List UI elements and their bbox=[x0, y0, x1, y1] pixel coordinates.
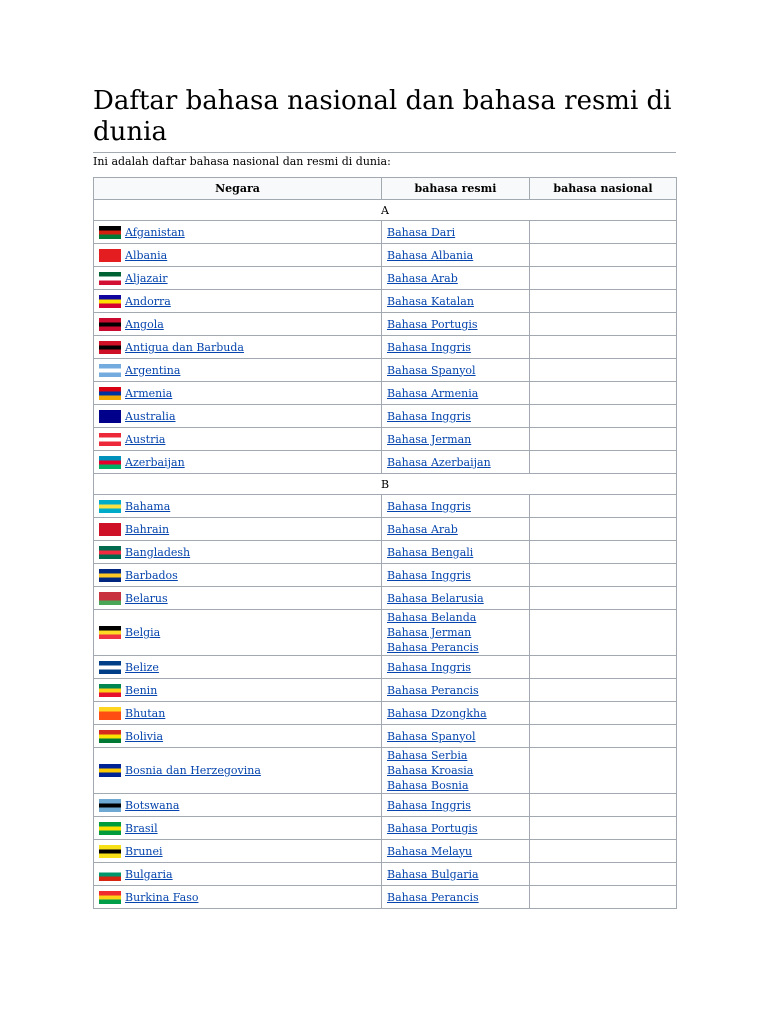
language-link[interactable]: Bahasa Inggris bbox=[387, 660, 471, 674]
national-language-cell bbox=[530, 794, 677, 817]
language-link[interactable]: Bahasa Inggris bbox=[387, 409, 471, 423]
official-language-cell bbox=[382, 336, 530, 359]
official-language-cell bbox=[382, 679, 530, 702]
language-table bbox=[93, 177, 677, 909]
country-link[interactable]: Andorra bbox=[125, 294, 171, 308]
country-link[interactable]: Burkina Faso bbox=[125, 890, 199, 904]
flag-icon bbox=[99, 546, 121, 559]
national-language-cell bbox=[530, 221, 677, 244]
country-cell bbox=[94, 359, 382, 382]
national-language-cell bbox=[530, 564, 677, 587]
national-language-cell bbox=[530, 336, 677, 359]
country-entry bbox=[99, 707, 376, 720]
table-row bbox=[94, 863, 677, 886]
flag-icon bbox=[99, 764, 121, 777]
flag-icon bbox=[99, 456, 121, 469]
country-link[interactable]: Azerbaijan bbox=[125, 455, 185, 469]
national-language-cell bbox=[530, 702, 677, 725]
language-link[interactable]: Bahasa Kroasia bbox=[387, 764, 474, 777]
country-link[interactable]: Bosnia dan Herzegovina bbox=[125, 764, 261, 777]
country-entry bbox=[99, 764, 376, 777]
section-letter-row bbox=[94, 474, 677, 495]
official-language-cell bbox=[382, 702, 530, 725]
country-entry bbox=[99, 456, 376, 469]
country-entry bbox=[99, 226, 376, 239]
flag-icon bbox=[99, 626, 121, 639]
language-link[interactable]: Bahasa Azerbaijan bbox=[387, 455, 491, 469]
country-entry bbox=[99, 626, 376, 639]
country-cell bbox=[94, 382, 382, 405]
flag-icon bbox=[99, 684, 121, 697]
header-official-language: bahasa resmi bbox=[382, 178, 530, 200]
flag-icon bbox=[99, 523, 121, 536]
country-entry bbox=[99, 684, 376, 697]
language-link[interactable]: Bahasa Inggris bbox=[387, 340, 471, 354]
country-link[interactable]: Brasil bbox=[125, 821, 158, 835]
country-cell bbox=[94, 267, 382, 290]
language-link[interactable]: Bahasa Albania bbox=[387, 248, 474, 262]
country-entry bbox=[99, 546, 376, 559]
country-entry bbox=[99, 799, 376, 812]
intro-text: Ini adalah daftar bahasa nasional dan resmi di dunia: bbox=[93, 155, 391, 168]
national-language-cell bbox=[530, 748, 677, 794]
country-link[interactable]: Australia bbox=[125, 409, 176, 423]
country-link[interactable]: Austria bbox=[125, 432, 166, 446]
country-link[interactable]: Benin bbox=[125, 683, 158, 697]
flag-icon bbox=[99, 868, 121, 881]
language-link[interactable]: Bahasa Dzongkha bbox=[387, 706, 487, 720]
official-language-cell bbox=[382, 863, 530, 886]
official-language-cell bbox=[382, 221, 530, 244]
official-language-cell bbox=[382, 564, 530, 587]
country-cell bbox=[94, 794, 382, 817]
country-cell bbox=[94, 748, 382, 794]
flag-icon bbox=[99, 272, 121, 285]
country-entry bbox=[99, 364, 376, 377]
language-link[interactable]: Bahasa Bulgaria bbox=[387, 867, 479, 881]
country-cell bbox=[94, 725, 382, 748]
national-language-cell bbox=[530, 428, 677, 451]
table-row bbox=[94, 267, 677, 290]
official-language-cell bbox=[382, 359, 530, 382]
language-link[interactable]: Bahasa Perancis bbox=[387, 641, 479, 654]
official-language-cell bbox=[382, 587, 530, 610]
country-link[interactable]: Belize bbox=[125, 660, 159, 674]
country-entry bbox=[99, 272, 376, 285]
national-language-cell bbox=[530, 405, 677, 428]
table-row bbox=[94, 382, 677, 405]
national-language-cell bbox=[530, 656, 677, 679]
country-link[interactable]: Armenia bbox=[125, 386, 173, 400]
language-link[interactable]: Bahasa Dari bbox=[387, 225, 456, 239]
national-language-cell bbox=[530, 518, 677, 541]
language-link[interactable]: Bahasa Inggris bbox=[387, 499, 471, 513]
country-link[interactable]: Bolivia bbox=[125, 729, 164, 743]
country-cell bbox=[94, 702, 382, 725]
country-cell bbox=[94, 495, 382, 518]
national-language-cell bbox=[530, 610, 677, 656]
official-language-cell bbox=[382, 656, 530, 679]
flag-icon bbox=[99, 707, 121, 720]
flag-icon bbox=[99, 569, 121, 582]
official-language-cell bbox=[382, 610, 530, 656]
country-cell bbox=[94, 244, 382, 267]
page-title: Daftar bahasa nasional dan bahasa resmi di dunia bbox=[93, 86, 676, 153]
flag-icon bbox=[99, 891, 121, 904]
country-link[interactable]: Belarus bbox=[125, 591, 168, 605]
flag-icon bbox=[99, 822, 121, 835]
country-entry bbox=[99, 822, 376, 835]
table-row bbox=[94, 541, 677, 564]
country-entry bbox=[99, 318, 376, 331]
country-link[interactable]: Aljazair bbox=[125, 271, 168, 285]
language-link[interactable]: Bahasa Portugis bbox=[387, 317, 478, 331]
section-letter: B bbox=[94, 474, 677, 495]
national-language-cell bbox=[530, 495, 677, 518]
country-link[interactable]: Bahama bbox=[125, 499, 171, 513]
country-entry bbox=[99, 249, 376, 262]
country-entry bbox=[99, 341, 376, 354]
flag-icon bbox=[99, 410, 121, 423]
country-link[interactable]: Afganistan bbox=[125, 225, 185, 239]
table-row bbox=[94, 405, 677, 428]
country-entry bbox=[99, 433, 376, 446]
language-link[interactable]: Bahasa Armenia bbox=[387, 386, 479, 400]
country-entry bbox=[99, 295, 376, 308]
national-language-cell bbox=[530, 840, 677, 863]
language-link[interactable]: Bahasa Arab bbox=[387, 522, 458, 536]
country-cell bbox=[94, 610, 382, 656]
language-link[interactable]: Bahasa Belarusia bbox=[387, 591, 484, 605]
language-link[interactable]: Bahasa Jerman bbox=[387, 626, 472, 639]
official-language-cell bbox=[382, 817, 530, 840]
national-language-cell bbox=[530, 817, 677, 840]
country-entry bbox=[99, 868, 376, 881]
flag-icon bbox=[99, 500, 121, 513]
country-cell bbox=[94, 886, 382, 909]
country-entry bbox=[99, 569, 376, 582]
language-link[interactable]: Bahasa Spanyol bbox=[387, 363, 476, 377]
country-entry bbox=[99, 661, 376, 674]
national-language-cell bbox=[530, 313, 677, 336]
national-language-cell bbox=[530, 267, 677, 290]
flag-icon bbox=[99, 845, 121, 858]
table-row bbox=[94, 656, 677, 679]
national-language-cell bbox=[530, 382, 677, 405]
official-language-cell bbox=[382, 748, 530, 794]
country-cell bbox=[94, 313, 382, 336]
country-entry bbox=[99, 845, 376, 858]
national-language-cell bbox=[530, 451, 677, 474]
country-link[interactable]: Bhutan bbox=[125, 706, 166, 720]
table-row bbox=[94, 495, 677, 518]
official-language-cell bbox=[382, 886, 530, 909]
national-language-cell bbox=[530, 244, 677, 267]
language-link[interactable]: Bahasa Inggris bbox=[387, 568, 471, 582]
country-cell bbox=[94, 656, 382, 679]
table-row bbox=[94, 840, 677, 863]
country-cell bbox=[94, 336, 382, 359]
official-language-cell bbox=[382, 313, 530, 336]
official-language-cell bbox=[382, 290, 530, 313]
table-row bbox=[94, 221, 677, 244]
language-link[interactable]: Bahasa Spanyol bbox=[387, 729, 476, 743]
official-language-cell bbox=[382, 541, 530, 564]
national-language-cell bbox=[530, 290, 677, 313]
country-entry bbox=[99, 592, 376, 605]
header-national-language: bahasa nasional bbox=[530, 178, 677, 200]
table-row bbox=[94, 587, 677, 610]
country-cell bbox=[94, 863, 382, 886]
country-link[interactable]: Albania bbox=[125, 248, 168, 262]
country-link[interactable]: Belgia bbox=[125, 626, 161, 639]
table-row bbox=[94, 817, 677, 840]
country-entry bbox=[99, 410, 376, 423]
official-language-cell bbox=[382, 428, 530, 451]
flag-icon bbox=[99, 730, 121, 743]
table-row bbox=[94, 748, 677, 794]
table-row bbox=[94, 610, 677, 656]
flag-icon bbox=[99, 295, 121, 308]
language-link[interactable]: Bahasa Belanda bbox=[387, 611, 477, 624]
table-row bbox=[94, 359, 677, 382]
language-link[interactable]: Bahasa Perancis bbox=[387, 890, 479, 904]
country-cell bbox=[94, 405, 382, 428]
section-letter: A bbox=[94, 200, 677, 221]
country-cell bbox=[94, 587, 382, 610]
table-row bbox=[94, 702, 677, 725]
official-language-cell bbox=[382, 794, 530, 817]
official-language-cell bbox=[382, 451, 530, 474]
country-link[interactable]: Bulgaria bbox=[125, 867, 173, 881]
national-language-cell bbox=[530, 863, 677, 886]
language-link[interactable]: Bahasa Inggris bbox=[387, 798, 471, 812]
table-row bbox=[94, 794, 677, 817]
table-row bbox=[94, 244, 677, 267]
table-body bbox=[94, 200, 677, 909]
flag-icon bbox=[99, 799, 121, 812]
national-language-cell bbox=[530, 886, 677, 909]
table-row bbox=[94, 725, 677, 748]
country-cell bbox=[94, 679, 382, 702]
flag-icon bbox=[99, 318, 121, 331]
national-language-cell bbox=[530, 725, 677, 748]
official-language-cell bbox=[382, 495, 530, 518]
country-cell bbox=[94, 290, 382, 313]
country-cell bbox=[94, 221, 382, 244]
official-language-cell bbox=[382, 725, 530, 748]
country-cell bbox=[94, 817, 382, 840]
country-link[interactable]: Argentina bbox=[125, 363, 181, 377]
table-row bbox=[94, 451, 677, 474]
country-cell bbox=[94, 840, 382, 863]
table-row bbox=[94, 564, 677, 587]
language-link[interactable]: Bahasa Bosnia bbox=[387, 779, 469, 792]
country-link[interactable]: Bangladesh bbox=[125, 545, 191, 559]
country-cell bbox=[94, 518, 382, 541]
country-link[interactable]: Botswana bbox=[125, 798, 180, 812]
official-language-cell bbox=[382, 840, 530, 863]
language-link[interactable]: Bahasa Serbia bbox=[387, 749, 468, 762]
flag-icon bbox=[99, 341, 121, 354]
header-country: Negara bbox=[94, 178, 382, 200]
country-entry bbox=[99, 891, 376, 904]
table-header-row bbox=[94, 178, 677, 200]
national-language-cell bbox=[530, 679, 677, 702]
table-row bbox=[94, 428, 677, 451]
country-cell bbox=[94, 451, 382, 474]
country-cell bbox=[94, 564, 382, 587]
flag-icon bbox=[99, 433, 121, 446]
language-link[interactable]: Bahasa Portugis bbox=[387, 821, 478, 835]
flag-icon bbox=[99, 592, 121, 605]
country-cell bbox=[94, 541, 382, 564]
country-entry bbox=[99, 500, 376, 513]
flag-icon bbox=[99, 249, 121, 262]
country-cell bbox=[94, 428, 382, 451]
language-link[interactable]: Bahasa Perancis bbox=[387, 683, 479, 697]
official-language-cell bbox=[382, 405, 530, 428]
country-link[interactable]: Angola bbox=[125, 317, 164, 331]
official-language-cell bbox=[382, 267, 530, 290]
official-language-cell bbox=[382, 518, 530, 541]
national-language-cell bbox=[530, 359, 677, 382]
flag-icon bbox=[99, 364, 121, 377]
country-entry bbox=[99, 523, 376, 536]
table-row bbox=[94, 518, 677, 541]
language-link[interactable]: Bahasa Arab bbox=[387, 271, 458, 285]
language-link[interactable]: Bahasa Jerman bbox=[387, 432, 472, 446]
official-language-cell bbox=[382, 382, 530, 405]
national-language-cell bbox=[530, 541, 677, 564]
national-language-cell bbox=[530, 587, 677, 610]
table-row bbox=[94, 313, 677, 336]
language-link[interactable]: Bahasa Melayu bbox=[387, 844, 473, 858]
table-row bbox=[94, 679, 677, 702]
country-link[interactable]: Bahrain bbox=[125, 522, 170, 536]
flag-icon bbox=[99, 226, 121, 239]
country-entry bbox=[99, 730, 376, 743]
language-link[interactable]: Bahasa Katalan bbox=[387, 294, 474, 308]
flag-icon bbox=[99, 387, 121, 400]
country-entry bbox=[99, 387, 376, 400]
official-language-cell bbox=[382, 244, 530, 267]
table-row bbox=[94, 336, 677, 359]
country-link[interactable]: Antigua dan Barbuda bbox=[125, 340, 244, 354]
section-letter-row bbox=[94, 200, 677, 221]
flag-icon bbox=[99, 661, 121, 674]
language-link[interactable]: Bahasa Bengali bbox=[387, 545, 474, 559]
table-row bbox=[94, 290, 677, 313]
country-link[interactable]: Barbados bbox=[125, 568, 178, 582]
table-row bbox=[94, 886, 677, 909]
country-link[interactable]: Brunei bbox=[125, 844, 163, 858]
